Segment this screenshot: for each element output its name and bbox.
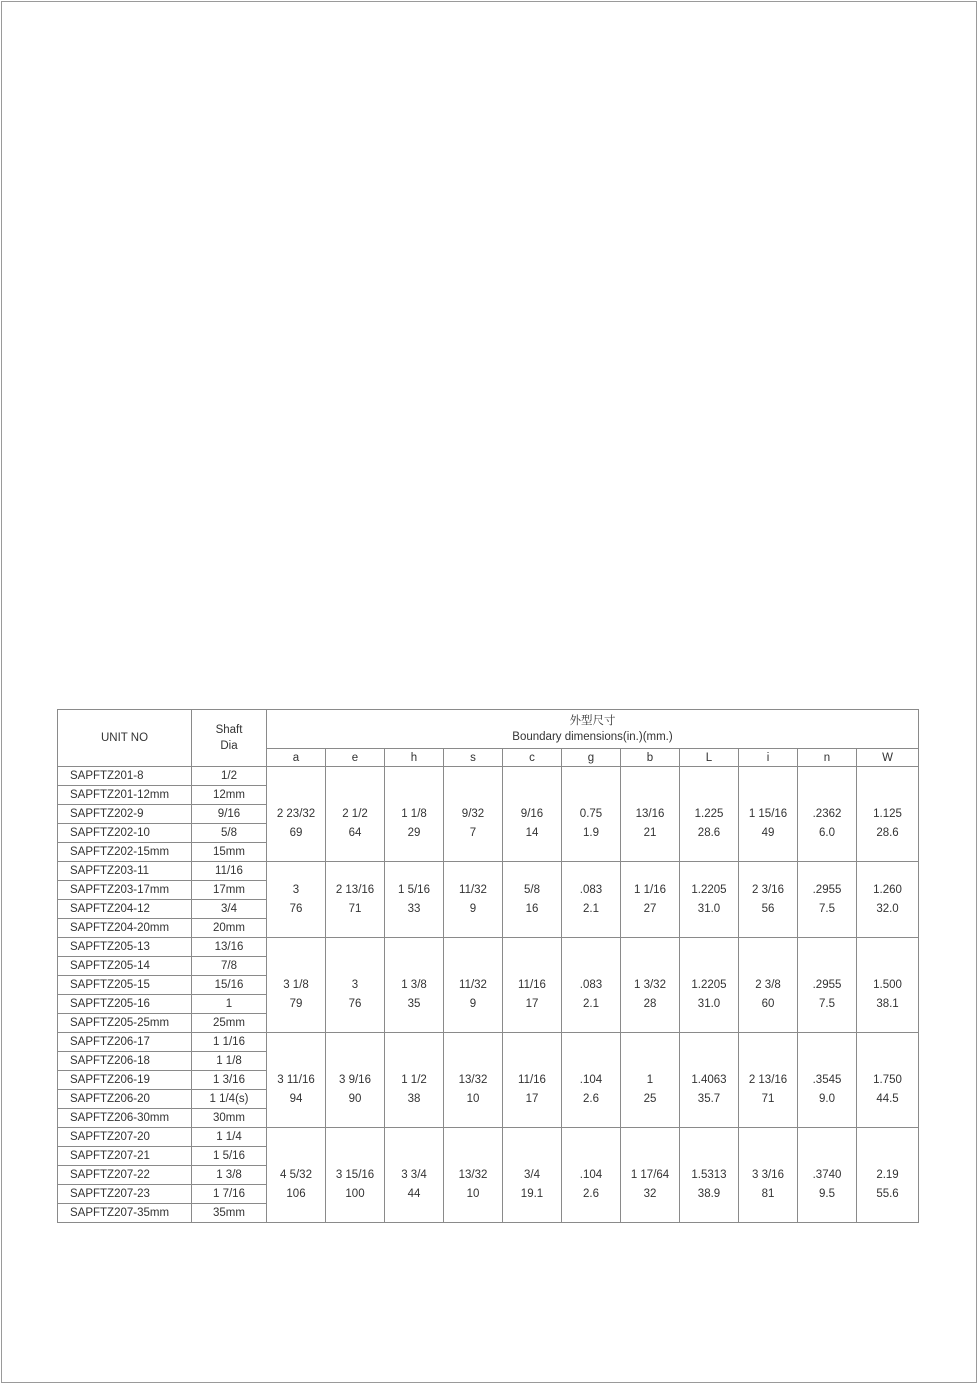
dimension-inch: 3 9/16 <box>339 1073 371 1086</box>
shaft-dia-cell: 15mm <box>192 843 267 862</box>
column-header-g: g <box>562 749 621 767</box>
dimension-cell-c <box>503 862 562 938</box>
dimension-cell-h <box>385 1033 444 1128</box>
unit-no-cell: SAPFTZ202-9 <box>58 805 192 824</box>
dimension-mm: 49 <box>761 826 775 839</box>
dimension-cell-n <box>798 938 857 1033</box>
dimension-inch: 11/32 <box>459 883 487 896</box>
dimension-cell-e <box>326 1033 385 1128</box>
dimension-cell-W <box>857 1128 919 1223</box>
dimension-cell-b <box>621 862 680 938</box>
dimension-mm: 100 <box>345 1187 365 1200</box>
header-boundary-cn: 外型尺寸 <box>569 715 616 727</box>
dimension-cell-h <box>385 938 444 1033</box>
dimension-inch: 2 13/16 <box>748 1073 788 1086</box>
dimension-mm: 2.6 <box>583 1092 599 1105</box>
shaft-dia-cell: 1 3/16 <box>192 1071 267 1090</box>
dimension-inch: .2955 <box>812 978 842 991</box>
dimension-mm: 9.5 <box>819 1187 835 1200</box>
dimension-cell-W <box>857 1033 919 1128</box>
dimension-inch: 1.5313 <box>691 1168 727 1181</box>
column-header-W: W <box>857 749 919 767</box>
dimension-inch: 3 11/16 <box>277 1073 315 1086</box>
dimension-mm: 38 <box>407 1092 421 1105</box>
dimension-mm: 2.1 <box>583 997 599 1010</box>
dimension-mm: 31.0 <box>697 997 721 1010</box>
dimension-inch: 1.4063 <box>691 1073 727 1086</box>
dimension-mm: 28 <box>643 997 657 1010</box>
dimension-inch: 1.750 <box>873 1073 902 1086</box>
dimension-inch: 5/8 <box>524 883 540 896</box>
dimension-mm: 2.1 <box>583 902 599 915</box>
shaft-dia-cell: 1 <box>192 995 267 1014</box>
dimension-mm: 9.0 <box>819 1092 835 1105</box>
dimension-inch: 3 3/4 <box>401 1168 427 1181</box>
dimension-mm: 32.0 <box>876 902 899 915</box>
column-header-L: L <box>680 749 739 767</box>
dimension-mm: 44 <box>407 1187 421 1200</box>
unit-no-cell: SAPFTZ205-14 <box>58 957 192 976</box>
dimension-mm: 31.0 <box>697 902 721 915</box>
dimension-cell-s <box>444 862 503 938</box>
unit-no-cell: SAPFTZ203-11 <box>58 862 192 881</box>
dimension-mm: 16 <box>525 902 539 915</box>
dimension-cell-L <box>680 862 739 938</box>
dimension-cell-g <box>562 767 621 862</box>
dimension-inch: 1.225 <box>694 807 724 820</box>
header-boundary-dimensions <box>267 710 919 749</box>
dimension-inch: 1.2205 <box>691 978 727 991</box>
dimension-cell-c <box>503 1128 562 1223</box>
dimension-mm: 69 <box>289 826 303 839</box>
shaft-dia-cell: 13/16 <box>192 938 267 957</box>
dimension-cell-h <box>385 862 444 938</box>
dimension-mm: 10 <box>466 1187 480 1200</box>
dimension-cell-e <box>326 767 385 862</box>
dimension-table <box>57 709 919 1223</box>
dimension-cell-L <box>680 1128 739 1223</box>
dimension-mm: 17 <box>525 997 539 1010</box>
dimension-mm: 10 <box>466 1092 480 1105</box>
dimension-cell-L <box>680 1033 739 1128</box>
dimension-inch: 3 <box>292 883 300 896</box>
dimension-cell-b <box>621 767 680 862</box>
dimension-inch: 4 5/32 <box>280 1168 312 1181</box>
dimension-mm: 33 <box>407 902 421 915</box>
dimension-inch: 1 1/8 <box>401 807 427 820</box>
dimension-inch: 1.125 <box>873 807 902 820</box>
dimension-mm: 32 <box>643 1187 657 1200</box>
dimension-cell-n <box>798 1033 857 1128</box>
shaft-dia-cell: 1 1/4 <box>192 1128 267 1147</box>
unit-no-cell: SAPFTZ206-18 <box>58 1052 192 1071</box>
dimension-inch: .083 <box>579 883 603 896</box>
unit-no-cell: SAPFTZ202-15mm <box>58 843 192 862</box>
dimension-mm: 21 <box>643 826 657 839</box>
dimension-inch: 3 3/16 <box>752 1168 784 1181</box>
dimension-cell-s <box>444 1128 503 1223</box>
dimension-cell-h <box>385 767 444 862</box>
unit-no-cell: SAPFTZ205-15 <box>58 976 192 995</box>
dimension-cell-e <box>326 938 385 1033</box>
dimension-cell-i <box>739 1033 798 1128</box>
dimension-mm: 35.7 <box>697 1092 721 1105</box>
shaft-dia-cell: 1/2 <box>192 767 267 786</box>
dimension-mm: 106 <box>286 1187 306 1200</box>
table-body <box>58 767 919 1223</box>
dimension-cell-s <box>444 767 503 862</box>
unit-no-cell: SAPFTZ204-12 <box>58 900 192 919</box>
dimension-mm: 71 <box>761 1092 775 1105</box>
unit-no-cell: SAPFTZ207-22 <box>58 1166 192 1185</box>
dimension-inch: 13/16 <box>635 807 665 820</box>
dimension-inch: 2 1/2 <box>342 807 368 820</box>
unit-no-cell: SAPFTZ206-17 <box>58 1033 192 1052</box>
shaft-dia-cell: 35mm <box>192 1204 267 1223</box>
dimension-cell-a <box>267 767 326 862</box>
dimension-mm: 64 <box>348 826 362 839</box>
column-header-e: e <box>326 749 385 767</box>
dimension-inch: 3/4 <box>524 1168 540 1181</box>
dimension-inch: 3 15/16 <box>335 1168 375 1181</box>
column-header-b: b <box>621 749 680 767</box>
dimension-inch: 1 5/16 <box>398 883 430 896</box>
table-row <box>58 1033 919 1052</box>
dimension-mm: 60 <box>761 997 775 1010</box>
unit-no-cell: SAPFTZ203-17mm <box>58 881 192 900</box>
unit-no-cell: SAPFTZ207-21 <box>58 1147 192 1166</box>
unit-no-cell: SAPFTZ206-19 <box>58 1071 192 1090</box>
shaft-dia-cell: 15/16 <box>192 976 267 995</box>
dimension-inch: .104 <box>579 1168 603 1181</box>
dimension-cell-e <box>326 862 385 938</box>
shaft-dia-cell: 9/16 <box>192 805 267 824</box>
dimension-inch: 11/16 <box>518 1073 546 1086</box>
dimension-cell-b <box>621 1033 680 1128</box>
dimension-mm: 7 <box>469 826 477 839</box>
dimension-cell-b <box>621 1128 680 1223</box>
dimension-inch: 1 <box>646 1073 654 1086</box>
header-boundary-en: Boundary dimensions(in.)(mm.) <box>512 731 673 743</box>
dimension-inch: 1 1/16 <box>634 883 666 896</box>
dimension-cell-c <box>503 767 562 862</box>
dimension-inch: .2955 <box>812 883 842 896</box>
unit-no-cell: SAPFTZ207-20 <box>58 1128 192 1147</box>
unit-no-cell: SAPFTZ205-25mm <box>58 1014 192 1033</box>
dimension-mm: 27 <box>643 902 657 915</box>
header-unit-no: UNIT NO <box>58 710 192 767</box>
dimension-cell-i <box>739 938 798 1033</box>
dimension-mm: 76 <box>348 997 362 1010</box>
dimension-inch: 9/16 <box>520 807 544 820</box>
dimension-cell-s <box>444 938 503 1033</box>
dimension-inch: 1.260 <box>873 883 902 896</box>
unit-no-cell: SAPFTZ201-8 <box>58 767 192 786</box>
shaft-dia-cell: 30mm <box>192 1109 267 1128</box>
dimension-inch: 2 3/8 <box>755 978 781 991</box>
column-header-c: c <box>503 749 562 767</box>
dimension-cell-a <box>267 1128 326 1223</box>
dimension-cell-L <box>680 938 739 1033</box>
dimension-inch: 2.19 <box>876 1168 899 1181</box>
dimension-mm: 9 <box>469 997 477 1010</box>
dimension-inch: 1 17/64 <box>630 1168 670 1181</box>
dimension-mm: 44.5 <box>876 1092 899 1105</box>
dimension-inch: 13/32 <box>458 1168 488 1181</box>
dimension-inch: .2362 <box>812 807 842 820</box>
dimension-mm: 6.0 <box>819 826 835 839</box>
shaft-dia-cell: 1 1/8 <box>192 1052 267 1071</box>
header-shaft-dia <box>192 710 267 767</box>
table-row <box>58 1128 919 1147</box>
shaft-dia-cell: 1 3/8 <box>192 1166 267 1185</box>
dimension-inch: 11/16 <box>518 978 546 991</box>
shaft-dia-cell: 12mm <box>192 786 267 805</box>
dimension-inch: 2 13/16 <box>335 883 375 896</box>
dimension-cell-a <box>267 1033 326 1128</box>
dimension-cell-L <box>680 767 739 862</box>
dimension-mm: 28.6 <box>876 826 899 839</box>
dimension-mm: 71 <box>348 902 362 915</box>
table-header <box>58 710 919 767</box>
header-shaft-line1: Shaft <box>215 724 243 736</box>
unit-no-cell: SAPFTZ206-30mm <box>58 1109 192 1128</box>
dimension-mm: 19.1 <box>520 1187 544 1200</box>
unit-no-cell: SAPFTZ207-35mm <box>58 1204 192 1223</box>
dimension-cell-g <box>562 862 621 938</box>
dimension-mm: 55.6 <box>876 1187 899 1200</box>
shaft-dia-cell: 1 1/4(s) <box>192 1090 267 1109</box>
shaft-dia-cell: 11/16 <box>192 862 267 881</box>
unit-no-cell: SAPFTZ205-16 <box>58 995 192 1014</box>
dimension-inch: 1.500 <box>873 978 902 991</box>
unit-no-cell: SAPFTZ201-12mm <box>58 786 192 805</box>
dimension-inch: 0.75 <box>579 807 603 820</box>
dimension-mm: 9 <box>469 902 477 915</box>
unit-no-cell: SAPFTZ207-23 <box>58 1185 192 1204</box>
dimension-inch: .104 <box>579 1073 603 1086</box>
column-header-i: i <box>739 749 798 767</box>
dimension-inch: 9/32 <box>461 807 485 820</box>
dimension-inch: 11/32 <box>459 978 487 991</box>
dimension-mm: 7.5 <box>819 902 835 915</box>
column-header-n: n <box>798 749 857 767</box>
dimension-inch: .3740 <box>812 1168 842 1181</box>
dimension-mm: 28.6 <box>697 826 721 839</box>
dimension-cell-n <box>798 1128 857 1223</box>
dimension-cell-i <box>739 767 798 862</box>
dimension-inch: 2 3/16 <box>752 883 784 896</box>
shaft-dia-cell: 1 7/16 <box>192 1185 267 1204</box>
unit-no-cell: SAPFTZ206-20 <box>58 1090 192 1109</box>
dimension-inch: 1.2205 <box>691 883 727 896</box>
dimension-inch: 1 15/16 <box>748 807 788 820</box>
dimension-inch: 13/32 <box>458 1073 488 1086</box>
dimension-mm: 38.9 <box>697 1187 721 1200</box>
dimension-inch: .3545 <box>812 1073 842 1086</box>
table-row <box>58 862 919 881</box>
dimension-cell-h <box>385 1128 444 1223</box>
dimension-inch: 1 3/32 <box>634 978 666 991</box>
shaft-dia-cell: 25mm <box>192 1014 267 1033</box>
dimension-mm: 56 <box>761 902 775 915</box>
dimension-inch: 1 3/8 <box>401 978 427 991</box>
unit-no-cell: SAPFTZ202-10 <box>58 824 192 843</box>
dimension-mm: 7.5 <box>819 997 835 1010</box>
dimension-inch: 3 1/8 <box>283 978 309 991</box>
dimension-mm: 90 <box>348 1092 362 1105</box>
column-header-a: a <box>267 749 326 767</box>
dimension-mm: 76 <box>289 902 303 915</box>
shaft-dia-cell: 17mm <box>192 881 267 900</box>
dimension-cell-g <box>562 1128 621 1223</box>
dimension-cell-a <box>267 862 326 938</box>
column-header-s: s <box>444 749 503 767</box>
shaft-dia-cell: 1 1/16 <box>192 1033 267 1052</box>
dimension-cell-g <box>562 1033 621 1128</box>
dimension-mm: 79 <box>289 997 303 1010</box>
shaft-dia-cell: 20mm <box>192 919 267 938</box>
dimension-mm: 2.6 <box>583 1187 599 1200</box>
dimension-cell-g <box>562 938 621 1033</box>
dimension-cell-a <box>267 938 326 1033</box>
dimension-inch: 2 23/32 <box>276 807 316 820</box>
dimension-cell-n <box>798 862 857 938</box>
dimension-cell-c <box>503 1033 562 1128</box>
dimension-cell-i <box>739 862 798 938</box>
unit-no-cell: SAPFTZ205-13 <box>58 938 192 957</box>
dimension-cell-W <box>857 862 919 938</box>
column-header-h: h <box>385 749 444 767</box>
dimension-inch: 3 <box>351 978 359 991</box>
shaft-dia-cell: 5/8 <box>192 824 267 843</box>
dimension-inch: 1 1/2 <box>401 1073 427 1086</box>
dimension-cell-c <box>503 938 562 1033</box>
dimension-mm: 14 <box>525 826 539 839</box>
dimension-cell-W <box>857 767 919 862</box>
dimension-mm: 29 <box>407 826 421 839</box>
unit-no-cell: SAPFTZ204-20mm <box>58 919 192 938</box>
dimension-cell-b <box>621 938 680 1033</box>
dimension-cell-e <box>326 1128 385 1223</box>
dimension-mm: 25 <box>643 1092 657 1105</box>
dimension-mm: 38.1 <box>876 997 899 1010</box>
dimension-mm: 1.9 <box>583 826 599 839</box>
dimension-cell-W <box>857 938 919 1033</box>
table-row <box>58 767 919 786</box>
shaft-dia-cell: 7/8 <box>192 957 267 976</box>
table-row <box>58 938 919 957</box>
dimension-cell-s <box>444 1033 503 1128</box>
dimension-mm: 81 <box>761 1187 775 1200</box>
dimension-mm: 35 <box>407 997 421 1010</box>
dimension-inch: .083 <box>579 978 603 991</box>
dimension-cell-n <box>798 767 857 862</box>
shaft-dia-cell: 1 5/16 <box>192 1147 267 1166</box>
dimension-mm: 94 <box>289 1092 303 1105</box>
dimension-mm: 17 <box>525 1092 539 1105</box>
header-shaft-line2: Dia <box>220 740 238 752</box>
shaft-dia-cell: 3/4 <box>192 900 267 919</box>
dimension-cell-i <box>739 1128 798 1223</box>
